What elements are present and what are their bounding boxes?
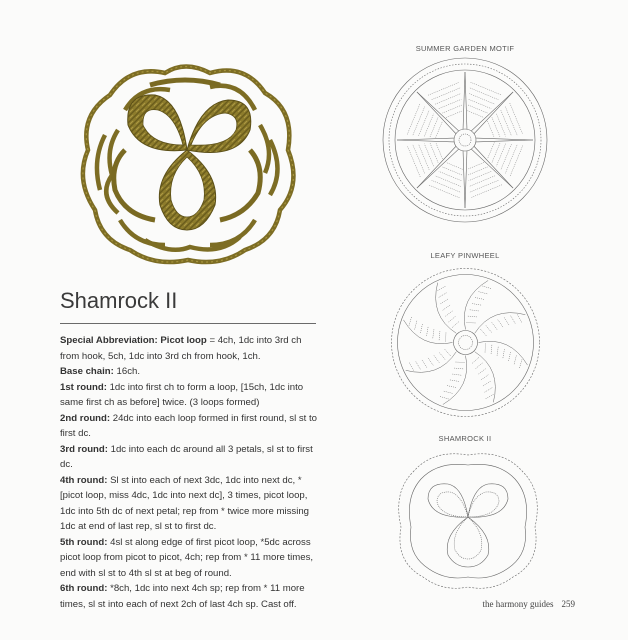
page-footer — [483, 599, 576, 609]
book-name: the harmony guides — [482, 599, 554, 609]
instruction-round-3: 3rd round: 1dc into each dc around all 3 petals, sl st to first dc. — [60, 443, 313, 470]
summer-garden-chart — [380, 55, 550, 225]
shamrock-chart — [393, 447, 543, 592]
instruction-round-4: 4th round: Sl st into each of next 3dc, 1dc into next dc, *[picot loop, miss 4dc, 1dc into next dc], 3 times, picot loop, 1dc into 5th dc of next petal; rep from * twice more missing 1dc at end of last rep, sl st to first dc. — [60, 474, 310, 532]
leafy-pinwheel-chart — [388, 265, 543, 420]
instruction-round-5: 5th round: 4sl st along edge of first picot loop, *5dc across picot loop from picot to picot, 4ch; rep from * 11 more times, end with sl st to 4th sl st at beg of round. — [60, 536, 314, 579]
chart-label-leafy-pinwheel: LEAFY PINWHEEL — [430, 251, 500, 260]
title-divider — [60, 323, 316, 324]
chart-label-summer-garden: SUMMER GARDEN MOTIF — [415, 44, 515, 53]
instruction-round-2: 2nd round: 24dc into each loop formed in first round, sl st to first dc. — [60, 412, 318, 439]
chart-label-shamrock: SHAMROCK II — [438, 434, 492, 443]
shamrock-motif-photo — [70, 55, 305, 270]
pattern-title: Shamrock II — [60, 288, 178, 313]
instruction-special-abbreviation: Special Abbreviation: Picot loop = 4ch, 1dc into 3rd ch from hook, 5ch, 1dc into 3rd ch from hook, 1ch. — [60, 335, 302, 362]
page-number: 259 — [561, 599, 575, 609]
instruction-round-6: 6th round: *8ch, 1dc into next 4ch sp; rep from * 11 more times, sl st into each of next 2ch of last 4ch sp. Cast off. — [60, 583, 305, 610]
instruction-round-1: 1st round: 1dc into first ch to form a loop, [15ch, 1dc into same first ch as before] twice. (3 loops formed) — [60, 381, 304, 408]
pattern-instructions — [60, 333, 322, 612]
instruction-base-chain: Base chain: 16ch. — [60, 366, 140, 377]
